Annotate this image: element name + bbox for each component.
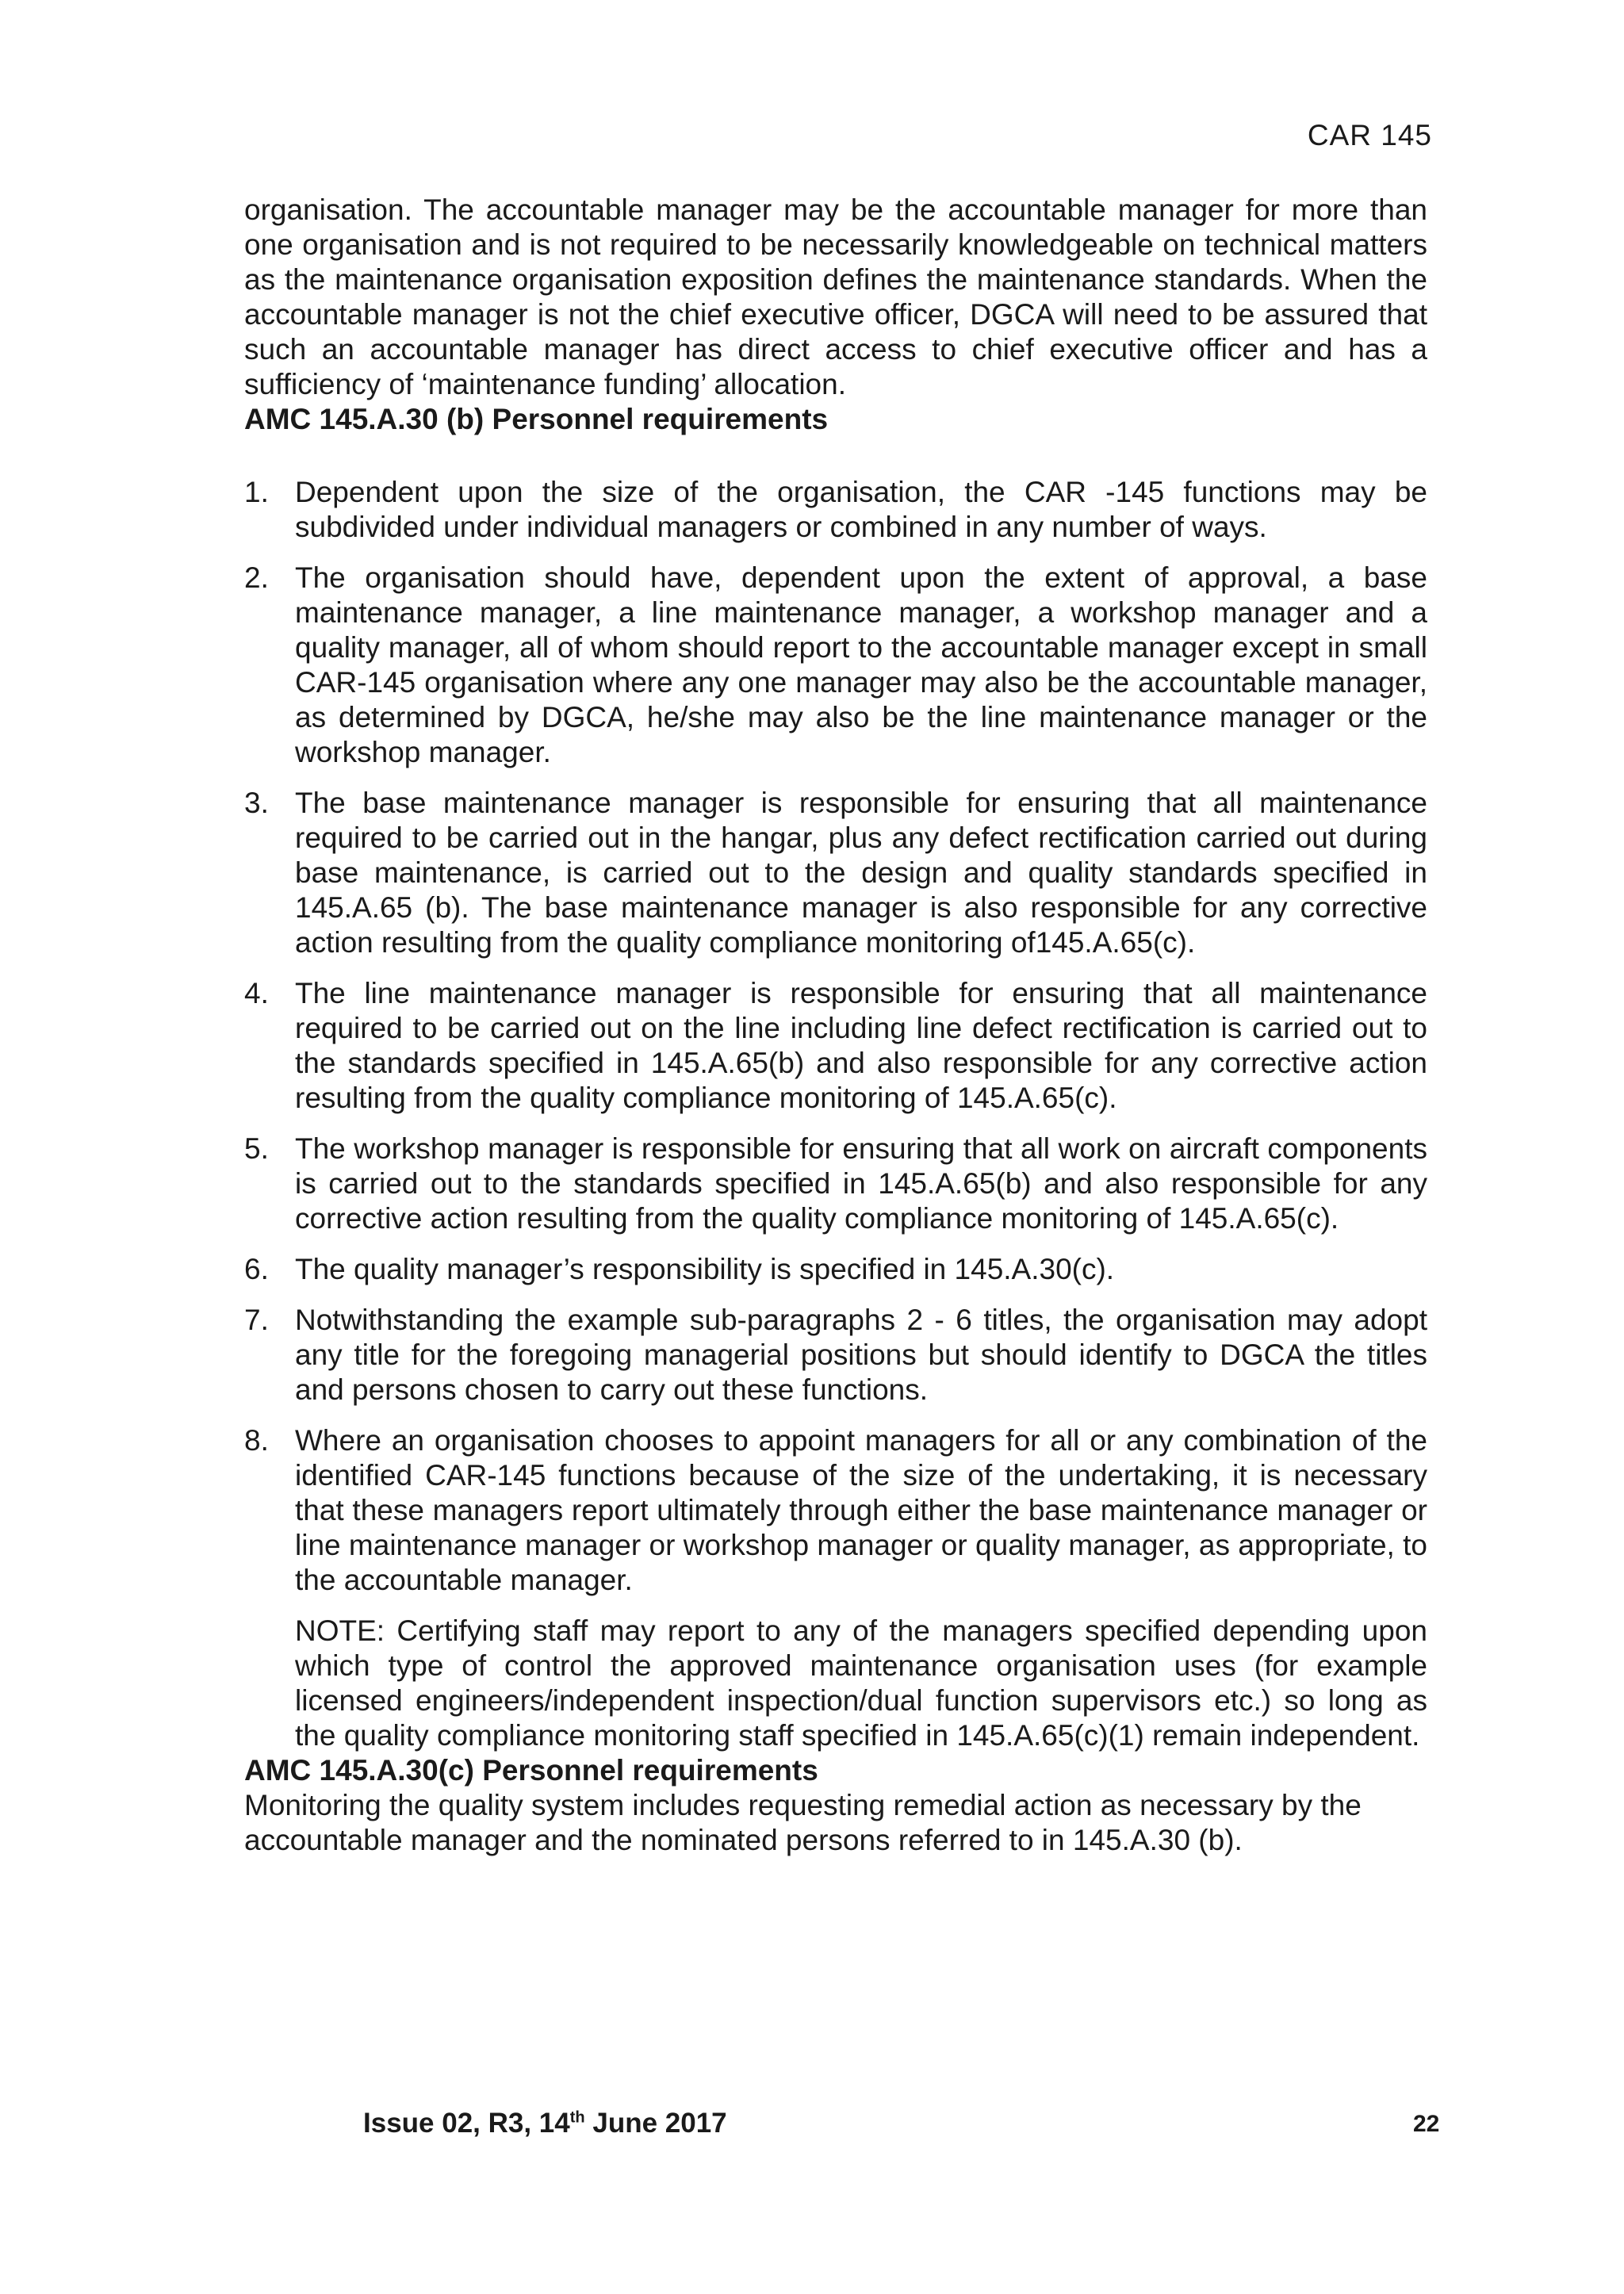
footer-issue-date [363,2108,727,2139]
list-item-number: 1. [244,476,269,508]
section-b-list [244,475,1427,1598]
list-item [244,1303,1427,1407]
page-number: 22 [1413,2111,1440,2137]
section-c-paragraph: Monitoring the quality system includes requesting remedial action as necessary by the accountable manager and the nominated persons referred to in 145.A.30 (b). [244,1789,1362,1856]
list-item-number: 7. [244,1304,269,1336]
footer-issue-suffix: June 2017 [584,2108,727,2139]
list-item [244,475,1427,545]
list-item-number: 3. [244,787,269,819]
list-item [244,976,1427,1116]
list-item-number: 6. [244,1253,269,1285]
note-paragraph: NOTE: Certifying staff may report to any of the managers specified depending upon which type of control the approved maintenance organisation uses (for example licensed engineers/independent inspection/dual function supervisors etc.) so long as the quality compliance monitoring staff specified in 145.A.65(c)(1) remain independent. [295,1614,1427,1752]
list-item [244,1423,1427,1598]
list-item-text: The line maintenance manager is responsible for ensuring that all maintenance required to be carried out on the line including line defect rectification is carried out to the standards specified in 145.A.65(b) and also responsible for any corrective action resulting from the quality compliance monitoring of 145.A.65(c). [295,977,1427,1114]
list-item-text: The workshop manager is responsible for ensuring that all work on aircraft components is carried out to the standards specified in 145.A.65(b) and also responsible for any corrective action resulting from the quality compliance monitoring of 145.A.65(c). [295,1132,1427,1235]
page-content [244,193,1427,1858]
list-item [244,786,1427,960]
list-item-number: 4. [244,977,269,1009]
list-item-text: The base maintenance manager is responsible for ensuring that all maintenance required to be carried out in the hangar, plus any defect rectification carried out during base maintenance, is carried out to the design and quality standards specified in 145.A.65 (b). The base maintenance manager is also responsible for any corrective action resulting from the quality compliance monitoring of145.A.65(c). [295,787,1427,959]
list-item-number: 5. [244,1132,269,1165]
list-item-number: 8. [244,1424,269,1457]
list-item-text: Where an organisation chooses to appoint managers for all or any combination of the identified CAR-145 functions because of the size of the undertaking, it is necessary that these managers report ultimately through either the base maintenance manager or line maintenance manager or workshop manager or quality manager, as appropriate, to the accountable manager. [295,1424,1427,1596]
list-item [244,561,1427,770]
section-c-heading: AMC 145.A.30(c) Personnel requirements [244,1754,818,1787]
list-item-number: 2. [244,561,269,594]
footer-issue-prefix: Issue 02, R3, 14 [363,2108,570,2139]
intro-paragraph: organisation. The accountable manager may be the accountable manager for more than one organisation and is not required to be necessarily knowledgeable on technical matters as the maintenance organisation exposition defines the maintenance standards. When the accountable manager is not the chief executive officer, DGCA will need to be assured that such an accountable manager has direct access to chief executive officer and has a sufficiency of ‘maintenance funding’ allocation. [244,193,1427,400]
list-item-text: Dependent upon the size of the organisation, the CAR -145 functions may be subdivided under individual managers or combined in any number of ways. [295,476,1427,543]
list-item-text: Notwithstanding the example sub-paragraphs 2 - 6 titles, the organisation may adopt any title for the foregoing managerial positions but should identify to DGCA the titles and persons chosen to carry out these functions. [295,1304,1427,1406]
footer-issue-ordinal: th [569,2108,585,2127]
list-item [244,1252,1427,1287]
section-b-heading: AMC 145.A.30 (b) Personnel requirements [244,403,829,435]
list-item-text: The organisation should have, dependent upon the extent of approval, a base maintenance manager, a line maintenance manager, a workshop manager and a quality manager, all of whom should report to the accountable manager except in small CAR-145 organisation where any one manager may also be the accountable manager, as determined by DGCA, he/she may also be the line maintenance manager or the workshop manager. [295,561,1427,768]
list-item [244,1132,1427,1236]
list-item-text: The quality manager’s responsibility is specified in 145.A.30(c). [295,1253,1115,1285]
document-code: CAR 145 [1307,119,1432,151]
